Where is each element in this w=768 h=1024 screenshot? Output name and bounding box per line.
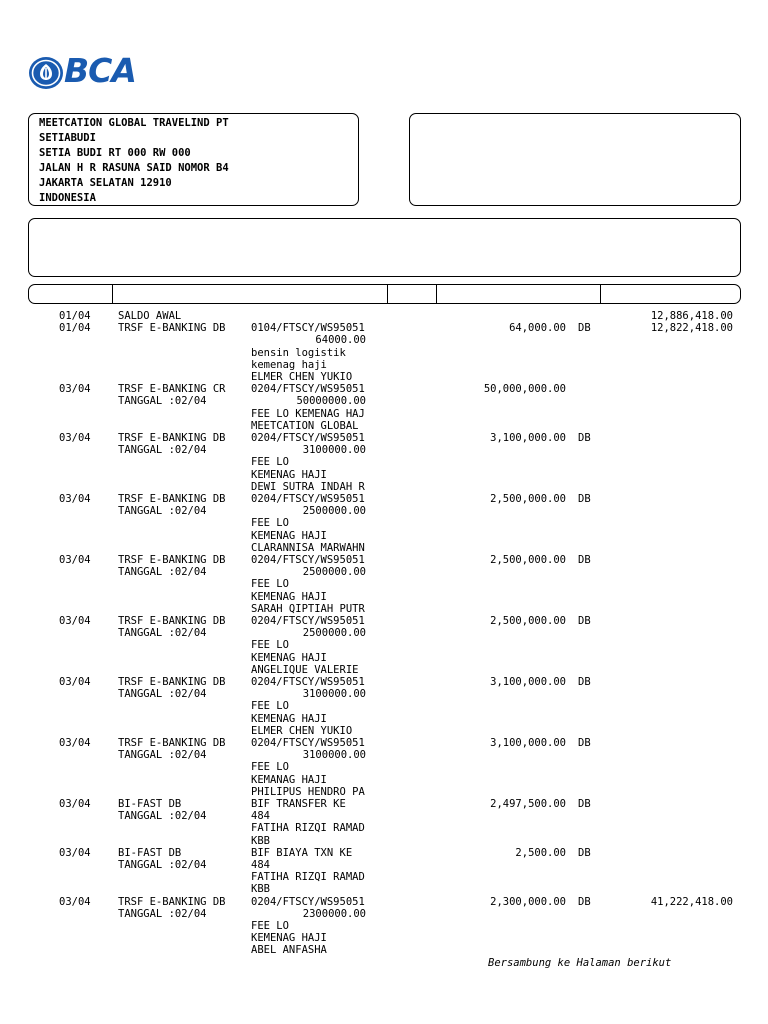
- description-line: TANGGAL :02/04: [118, 907, 207, 920]
- bca-logo-text: BCA: [64, 51, 136, 90]
- transaction-amount: 50,000,000.00: [483, 383, 566, 396]
- transaction-date: 03/04: [59, 737, 91, 749]
- running-balance: 12,886,418.00: [650, 310, 733, 322]
- details-line: BIF TRANSFER KE: [251, 798, 346, 810]
- details-line: 0204/FTSCY/WS95051: [251, 432, 365, 444]
- continued-note: Bersambung ke Halaman berikut: [488, 957, 672, 969]
- address-line: MEETCATION GLOBAL TRAVELIND PT: [39, 117, 229, 129]
- header-divider: [436, 285, 437, 303]
- transaction-description: [118, 847, 207, 871]
- details-line: FATIHA RIZQI RAMAD: [251, 871, 365, 884]
- transaction-description: [118, 554, 225, 578]
- description-line: TANGGAL :02/04: [118, 688, 207, 701]
- transaction-date: 03/04: [59, 383, 91, 396]
- header-divider: [112, 285, 113, 303]
- transaction-date: 03/04: [59, 615, 91, 627]
- details-line: KEMENAG HAJI: [251, 529, 327, 542]
- transaction-date: 03/04: [59, 798, 91, 810]
- description-line: SALDO AWAL: [118, 310, 182, 322]
- transaction-details: [251, 432, 366, 493]
- transaction-date: 03/04: [59, 493, 91, 505]
- description-line: TANGGAL :02/04: [118, 627, 207, 640]
- transaction-details: [251, 322, 366, 383]
- details-line: 64000.00: [315, 334, 366, 347]
- details-line: 484: [251, 859, 270, 871]
- details-line: KBB: [251, 883, 270, 896]
- debit-credit-flag: DB: [578, 895, 591, 908]
- transaction-details: [251, 847, 366, 896]
- header-divider: [600, 285, 601, 303]
- details-line: 2500000.00: [302, 627, 366, 640]
- details-line: FEE LO: [251, 517, 289, 530]
- debit-credit-flag: DB: [578, 798, 591, 810]
- transaction-amount: 64,000.00: [509, 322, 566, 335]
- details-line: KEMENAG HAJI: [251, 590, 327, 603]
- description-line: BI-FAST DB: [118, 798, 182, 810]
- description-line: TRSF E-BANKING DB: [118, 895, 226, 908]
- details-line: KEMENAG HAJI: [251, 712, 327, 725]
- details-line: 2300000.00: [302, 907, 366, 920]
- details-line: 0204/FTSCY/WS95051: [251, 737, 365, 749]
- transaction-details: [251, 493, 366, 554]
- transaction-details: [251, 737, 366, 798]
- details-line: KBB: [251, 834, 270, 847]
- details-line: 2500000.00: [302, 505, 366, 518]
- details-line: bensin logistik: [251, 346, 346, 359]
- details-line: KEMENAG HAJI: [251, 468, 327, 481]
- debit-credit-flag: DB: [578, 615, 591, 627]
- debit-credit-flag: DB: [578, 432, 591, 444]
- transaction-date: 01/04: [59, 322, 91, 335]
- transaction-date: 03/04: [59, 554, 91, 566]
- description-line: TANGGAL :02/04: [118, 859, 207, 871]
- address-line: JAKARTA SELATAN 12910: [39, 177, 172, 189]
- description-line: BI-FAST DB: [118, 846, 182, 859]
- transaction-description: [118, 322, 225, 334]
- transaction-amount: 2,500.00: [515, 846, 566, 859]
- debit-credit-flag: DB: [578, 737, 591, 749]
- address-line: JALAN H R RASUNA SAID NOMOR B4: [39, 162, 229, 174]
- details-line: 2500000.00: [302, 566, 366, 579]
- transaction-date: 01/04: [59, 310, 91, 322]
- transaction-description: [118, 798, 207, 822]
- description-line: TRSF E-BANKING DB: [118, 676, 226, 688]
- transaction-date: 03/04: [59, 846, 91, 859]
- details-line: KEMENAG HAJI: [251, 651, 327, 664]
- details-line: PHILIPUS HENDRO PA: [251, 785, 365, 798]
- transaction-details: [251, 554, 366, 615]
- details-line: FEE LO: [251, 920, 289, 932]
- transaction-amount: 2,500,000.00: [490, 615, 566, 627]
- transaction-amount: 2,300,000.00: [490, 895, 566, 908]
- running-balance: 41,222,418.00: [650, 895, 733, 908]
- details-line: 0104/FTSCY/WS95051: [251, 322, 365, 335]
- transaction-details: [251, 896, 366, 957]
- details-line: SARAH QIPTIAH PUTR: [251, 602, 365, 615]
- transaction-description: [118, 383, 225, 407]
- details-line: ELMER CHEN YUKIO: [251, 724, 353, 737]
- description-line: TRSF E-BANKING DB: [118, 737, 226, 749]
- transaction-date: 03/04: [59, 676, 91, 688]
- description-line: TRSF E-BANKING DB: [118, 615, 226, 627]
- transaction-amount: 3,100,000.00: [490, 432, 566, 444]
- transaction-description: [118, 737, 225, 761]
- details-line: 0204/FTSCY/WS95051: [251, 493, 365, 505]
- details-line: FEE LO: [251, 456, 289, 469]
- details-line: FATIHA RIZQI RAMAD: [251, 822, 365, 835]
- details-line: ANGELIQUE VALERIE: [251, 663, 359, 676]
- bca-logo: [28, 51, 146, 91]
- table-header-box: [28, 284, 741, 304]
- details-line: FEE LO: [251, 578, 289, 591]
- debit-credit-flag: DB: [578, 846, 591, 859]
- transaction-description: [118, 432, 225, 456]
- bca-emblem-icon: [28, 55, 64, 91]
- address-line: SETIA BUDI RT 000 RW 000: [39, 147, 191, 159]
- description-line: TRSF E-BANKING DB: [118, 322, 226, 335]
- details-line: kemenag haji: [251, 358, 327, 371]
- details-line: 0204/FTSCY/WS95051: [251, 383, 365, 396]
- details-line: 3100000.00: [302, 749, 366, 762]
- transaction-description: [118, 493, 225, 517]
- debit-credit-flag: DB: [578, 493, 591, 505]
- details-line: 0204/FTSCY/WS95051: [251, 895, 365, 908]
- description-line: TANGGAL :02/04: [118, 444, 207, 457]
- details-line: FEE LO KEMENAG HAJ: [251, 407, 365, 420]
- details-line: BIF BIAYA TXN KE: [251, 846, 353, 859]
- transaction-date: 03/04: [59, 895, 91, 908]
- transaction-description: [118, 310, 181, 322]
- transaction-description: [118, 676, 225, 700]
- description-line: TANGGAL :02/04: [118, 505, 207, 518]
- transaction-amount: 2,497,500.00: [490, 798, 566, 810]
- details-line: FEE LO: [251, 761, 289, 774]
- header-divider: [387, 285, 388, 303]
- details-line: 3100000.00: [302, 688, 366, 701]
- details-line: DEWI SUTRA INDAH R: [251, 480, 365, 493]
- details-line: KEMANAG HAJI: [251, 773, 327, 786]
- details-line: 50000000.00: [296, 395, 366, 408]
- transaction-date: 03/04: [59, 432, 91, 444]
- transaction-details: [251, 383, 366, 432]
- details-line: 0204/FTSCY/WS95051: [251, 676, 365, 688]
- transaction-amount: 2,500,000.00: [490, 554, 566, 566]
- details-line: ABEL ANFASHA: [251, 944, 327, 957]
- transaction-details: [251, 676, 366, 737]
- account-info-box: [409, 113, 741, 206]
- description-line: TRSF E-BANKING DB: [118, 554, 226, 566]
- description-line: TANGGAL :02/04: [118, 395, 207, 408]
- transaction-description: [118, 615, 225, 639]
- description-line: TANGGAL :02/04: [118, 566, 207, 579]
- running-balance: 12,822,418.00: [650, 322, 733, 335]
- details-line: CLARANNISA MARWAHN: [251, 541, 365, 554]
- transaction-description: [118, 896, 225, 920]
- address-line: SETIABUDI: [39, 132, 96, 144]
- description-line: TRSF E-BANKING DB: [118, 493, 226, 505]
- customer-address-box: [28, 113, 359, 206]
- transaction-details: [251, 798, 366, 847]
- description-line: TANGGAL :02/04: [118, 810, 207, 823]
- transaction-amount: 3,100,000.00: [490, 737, 566, 749]
- debit-credit-flag: DB: [578, 322, 591, 335]
- details-line: FEE LO: [251, 639, 289, 652]
- transaction-details: [251, 615, 366, 676]
- details-line: 0204/FTSCY/WS95051: [251, 615, 365, 627]
- details-line: 484: [251, 810, 270, 823]
- details-line: ELMER CHEN YUKIO: [251, 371, 353, 383]
- description-line: TANGGAL :02/04: [118, 749, 207, 762]
- transaction-amount: 2,500,000.00: [490, 493, 566, 505]
- address-line: INDONESIA: [39, 192, 96, 204]
- description-line: TRSF E-BANKING CR: [118, 383, 226, 396]
- description-line: TRSF E-BANKING DB: [118, 432, 226, 444]
- notice-box: [28, 218, 741, 277]
- details-line: 3100000.00: [302, 444, 366, 457]
- transaction-amount: 3,100,000.00: [490, 676, 566, 688]
- details-line: KEMENAG HAJI: [251, 932, 327, 945]
- details-line: 0204/FTSCY/WS95051: [251, 554, 365, 566]
- debit-credit-flag: DB: [578, 554, 591, 566]
- details-line: FEE LO: [251, 700, 289, 713]
- debit-credit-flag: DB: [578, 676, 591, 688]
- details-line: MEETCATION GLOBAL: [251, 419, 359, 432]
